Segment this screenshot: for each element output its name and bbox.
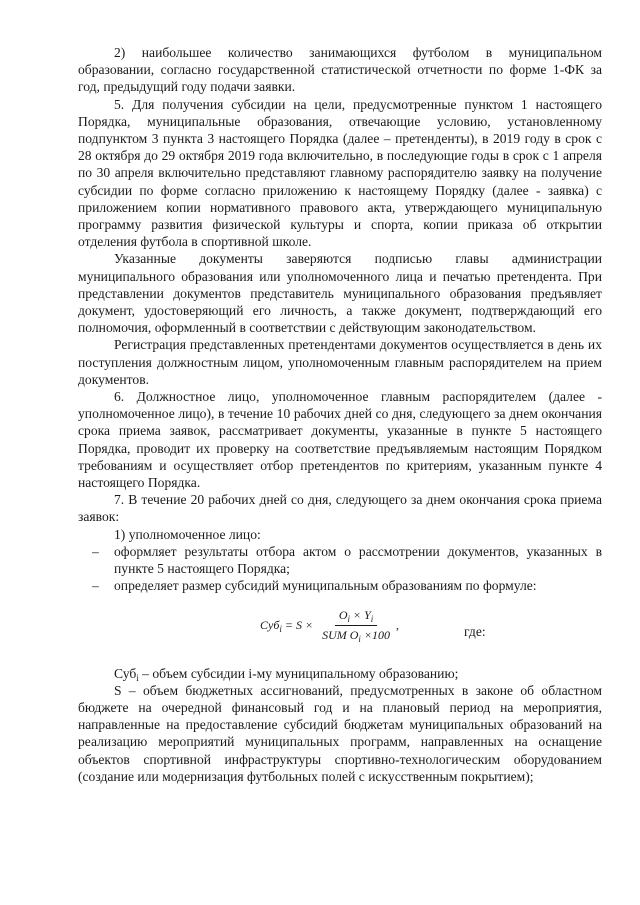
formula-where-label: где: — [464, 623, 486, 639]
paragraph-authorized-person: 1) уполномоченное лицо: — [114, 526, 261, 542]
formula-numerator: $O_i \times Y_i$ — [335, 607, 377, 626]
formula-equals: = S × — [284, 617, 314, 632]
definition-budget-allocation: S – объем бюджетных ассигнований, предусмотренных в законе об областном бюджете на очередной финансовый год и на плановый период на мероприятия, направленные на предоставление субсидий бюджетам муниципальных образований на реализацию мероприятий муниципальных программ, направленных на оснащение объектов спортивной инфраструктуры спортивно-технологическим оборудованием (создание или модернизация футбольных полей с искусственным покрытием); — [78, 682, 602, 784]
paragraph-section-5: 5. Для получения субсидии на цели, предусмотренные пунктом 1 настоящего Порядка, муниципальные образования, отвечающие условию, установленному подпунктом 3 пункта 3 настоящего Порядка (далее – претенденты), в 2019 году в срок с 28 октября до 29 октября 2019 года включительно, в последующие годы в срок с 1 апреля по 30 апреля включительно представляют главному распорядителю заявку на получение субсидии по форме согласно приложению к настоящему Порядку (далее - заявка) с приложением копии нормативного правового акта, утверждающего муниципальную программу развития физической культуры и спорта, копии приказа об открытии отделения футбола в спортивной школе. — [78, 96, 602, 250]
dash-marker: – — [92, 543, 99, 559]
dash-item-selection-results — [78, 543, 602, 577]
subsidy-formula-row — [78, 605, 602, 661]
definition-subsidy: Суб$_i$ – объем субсидии i-му муниципальному образованию; — [114, 665, 459, 683]
formula-lhs: Суб$_i$ — [260, 617, 282, 634]
paragraph-item-2: 2) наибольшее количество занимающихся футболом в муниципальном образовании, согласно государственной статистической отчетности по форме 1-ФК за год, предыдущий году подачи заявки. — [78, 45, 602, 95]
paragraph-registration: Регистрация представленных претендентами документов осуществляется в день их поступления должностным лицом, уполномоченным главным распорядителем на прием документов. — [78, 337, 602, 387]
subsidy-formula — [260, 607, 399, 644]
formula-denominator: SUM $O_i \times 100$ — [322, 627, 391, 644]
formula-comma: , — [396, 617, 400, 632]
paragraph-section-7: 7. В течение 20 рабочих дней со дня, следующего за днем окончания срока приема заявок: — [78, 492, 602, 525]
dash-marker: – — [92, 578, 99, 594]
paragraph-documents-certification: Указанные документы заверяются подписью главы администрации муниципального образования или уполномоченного лица и печатью претендента. При представлении документов представитель муниципального образования предъявляет документ, удостоверяющий его личность, а также документ, подтверждающий его полномочия, оформленный в соответствии с действующим законодательством. — [78, 251, 602, 336]
dash-item-text: определяет размер субсидий муниципальным образованиям по формуле: — [114, 578, 537, 594]
document-body — [78, 44, 602, 785]
dash-item-subsidy-size — [78, 577, 602, 594]
formula-fraction — [318, 607, 394, 644]
dash-item-text: оформляет результаты отбора актом о рассмотрении документов, указанных в пункте 5 настоящего Порядка; — [114, 543, 602, 577]
paragraph-section-6: 6. Должностное лицо, уполномоченное главным распорядителем (далее - уполномоченное лицо), в течение 10 рабочих дней со дня, следующего за днем окончания срока приема заявок, рассматривает документы, указанные в пункте 5 настоящего Порядка, проводит их проверку на соответствие предъявляемым настоящим Порядком требованиям и осуществляет отбор претендентов по критериям, указанным пункте 4 настоящего Порядка. — [78, 389, 602, 491]
